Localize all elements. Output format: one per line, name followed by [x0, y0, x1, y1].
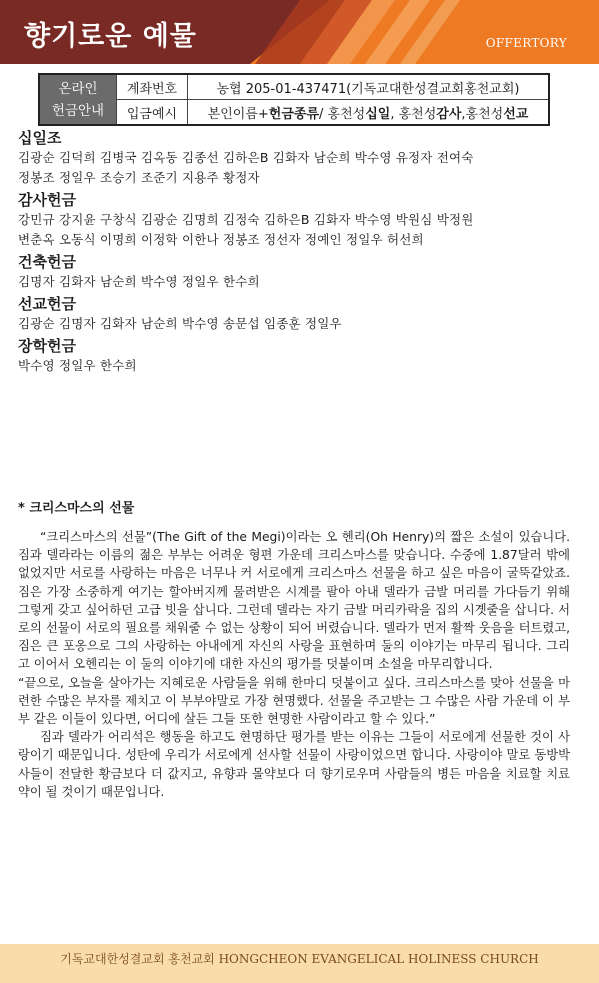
- name-list: [18, 272, 578, 292]
- name-line: 강민규 강지윤 구창식 김광순 김명희 김정숙 김하은B 김화자 박수영 박원심 박정원: [18, 212, 474, 227]
- offering-list: [18, 128, 578, 378]
- example-key: 입금예시: [117, 100, 188, 126]
- name-line: 김명자 김화자 남순희 박수영 정일우 한수희: [18, 274, 260, 289]
- name-line: 김광순 김명자 김화자 남순희 박수영 송문섭 임종훈 정일우: [18, 316, 342, 331]
- section-title: 감사헌금: [18, 191, 76, 209]
- article-paragraph-1: “크리스마스의 선물”(The Gift of the Megi)이라는 오 헨리(Oh Henry)의 짧은 소설이 있습니다. 짐과 델라라는 이름의 젊은 부부는 어려운 형편 가운데 크리스마스를 맞습니다. 수중에 1.87달러 밖에 없었지만 서로를 사랑하는 마음은 너무나 커 서로에게 크리스마스 선물을 하고 싶은 마음이 굴뚝같았죠. 짐은 가장 소중하게 여기는 할아버지께 물려받은 시계를 팔아 아내 델라가 금발 머리를 가다듬기 위해 그렇게 갖고 싶어하던 고급 빗을 삽니다. 그런데 델라는 자기 금발 머리카락을 집의 시곗줄을 삽니다. 서로의 선물이 서로의 필요를 채워줄 수 없는 상황이 되어 버렸습니다. 델라가 먼저 활짝 웃음을 터트렸고, 짐은 큰 포옹으로 그의 사랑하는 아내에게 자신의 사랑을 표현하며 둘의 이야기는 마무리 됩니다. 그리고 이어서 오헨리는 이 둘의 이야기에 대한 자신의 평가를 덧붙이며 소설을 마무리합니다.: [18, 530, 570, 672]
- section-building: [18, 252, 578, 292]
- example-bold-mission: 선교: [503, 106, 529, 122]
- name-list: [18, 148, 578, 188]
- online-giving-label-line1: 온라인: [58, 80, 98, 97]
- article: [18, 500, 570, 801]
- article-paragraph-3: 짐과 델라가 어리석은 행동을 하고도 현명하단 평가를 받는 이유는 그들이 서로에게 선물한 것이 사랑이기 때문입니다. 성탄에 우리가 서로에게 선사할 선물이 사랑이었으면 합니다. 사랑이야 말로 동방박사들이 전달한 황금보다 더 값지고, 유향과 몰약보다 더 향기로우며 사람들의 병든 마음을 치료할 치료약이 될 것이기 때문입니다.: [18, 730, 570, 799]
- section-tithe: [18, 128, 578, 188]
- name-line: 박수영 정일우 한수희: [18, 358, 137, 373]
- section-title: 십일조: [18, 129, 62, 147]
- account-value: 농협 205-01-437471(기독교대한성결교회홍천교회): [188, 74, 550, 100]
- example-value: [188, 100, 550, 126]
- online-giving-label-line2: 헌금안내: [51, 102, 105, 119]
- name-line: 변춘옥 오동식 이명희 이정학 이한나 정봉조 정선자 정예인 정일우 허선희: [18, 232, 424, 247]
- name-list: [18, 314, 578, 334]
- name-line: 김광순 김덕희 김병국 김옥동 김종선 김하은B 김화자 남순희 박수영 유정자 전여숙: [18, 150, 474, 165]
- example-bold-tithe: 십일: [365, 106, 391, 122]
- section-title: 선교헌금: [18, 295, 76, 313]
- name-list: [18, 210, 578, 250]
- section-scholarship: [18, 336, 578, 376]
- example-bold-type: 헌금종류: [268, 106, 320, 122]
- account-key: 계좌번호: [117, 74, 188, 100]
- name-list: [18, 356, 578, 376]
- section-title: 장학헌금: [18, 337, 76, 355]
- example-mid3: ,홍천성: [461, 106, 504, 122]
- page-footer: 기독교대한성결교회 홍천교회 HONGCHEON EVANGELICAL HOLINESS CHURCH: [0, 944, 599, 983]
- page-title: 향기로운 예물: [24, 21, 197, 52]
- section-thanksgiving: [18, 190, 578, 250]
- example-mid1: / 홍천성: [319, 106, 366, 122]
- name-line: 정봉조 정일우 조승기 조준기 지용주 황정자: [18, 170, 260, 185]
- section-mission: [18, 294, 578, 334]
- online-giving-label: [39, 74, 117, 125]
- page-subtitle: OFFERTORY: [485, 36, 567, 50]
- article-title: * 크리스마스의 선물: [18, 501, 135, 516]
- example-bold-thanks: 감사: [436, 106, 462, 122]
- section-title: 건축헌금: [18, 253, 76, 271]
- online-giving-table: [38, 73, 550, 126]
- example-mid2: , 홍천성: [390, 106, 437, 122]
- page-header: [0, 0, 599, 64]
- example-prefix: 본인이름+: [207, 106, 269, 122]
- article-quote: “끝으로, 오늘을 살아가는 지혜로운 사람들을 위해 한마디 덧붙이고 싶다. 크리스마스를 맞아 선물을 마련한 수많은 부자를 제치고 이 부부야말로 가장 현명했다. 선물을 주고받는 그 수많은 사람 가운데 이 부부 같은 이들이 있다면, 어디에 살든 그들 또한 현명한 사람이라고 할 수 있다.”: [18, 675, 570, 727]
